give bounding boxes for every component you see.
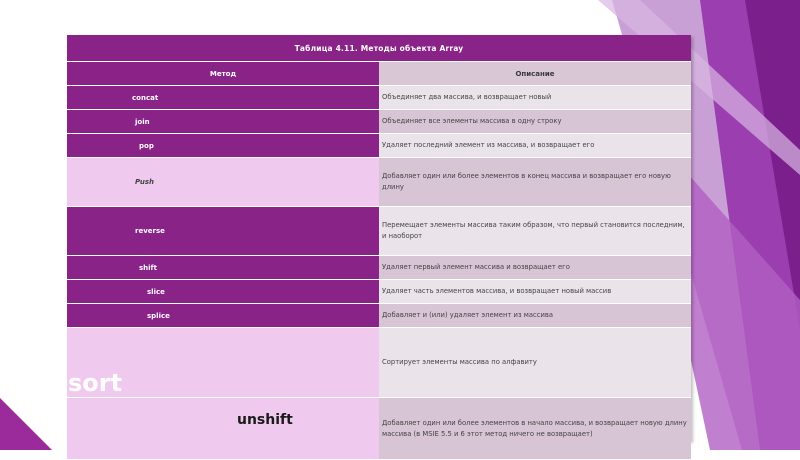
table-row [67,110,691,134]
method-name: reverse [135,227,165,235]
table-row [67,328,691,398]
method-name: slice [147,287,165,296]
method-description: Удаляет часть элементов массива, и возвращает новый массив [379,280,691,304]
method-description: Добавляет и (или) удаляет элемент из массива [379,304,691,328]
table-row [67,398,691,460]
decor-corner-bottom-left [0,398,52,450]
method-name: Push [135,178,155,186]
method-description: Сортирует элементы массива по алфавиту [379,328,691,398]
table-row [67,280,691,304]
method-name: concat [132,93,159,102]
method-description: Перемещает элементы массива таким образом, что первый становится последним, и наоборот [379,207,691,256]
header-method: Метод [67,62,379,86]
method-description: Удаляет первый элемент массива и возвращает его [379,256,691,280]
method-name: join [135,117,150,126]
method-name: unshift [237,412,293,428]
method-description: Добавляет один или более элементов в конец массива и возвращает его новую длину [379,158,691,207]
table-row [67,86,691,110]
method-description: Добавляет один или более элементов в начало массива, и возвращает новую длину массива (в MSIE 5.5 и 6 этот метод ничего не возвращает) [379,398,691,460]
method-description: Объединяет все элементы массива в одну строку [379,110,691,134]
header-description: Описание [379,62,691,86]
method-description: Объединяет два массива, и возвращает новый [379,86,691,110]
table-row [67,304,691,328]
method-name: splice [147,311,170,320]
table-row [67,134,691,158]
method-name: pop [139,141,154,150]
table-row [67,207,691,256]
table-row [67,256,691,280]
table-title: Таблица 4.11. Методы объекта Array [67,35,691,62]
table-row [67,158,691,207]
method-name: sort [68,369,123,397]
method-description: Удаляет последний элемент из массива, и возвращает его [379,134,691,158]
method-name: shift [139,263,157,272]
array-methods-table [67,35,691,441]
